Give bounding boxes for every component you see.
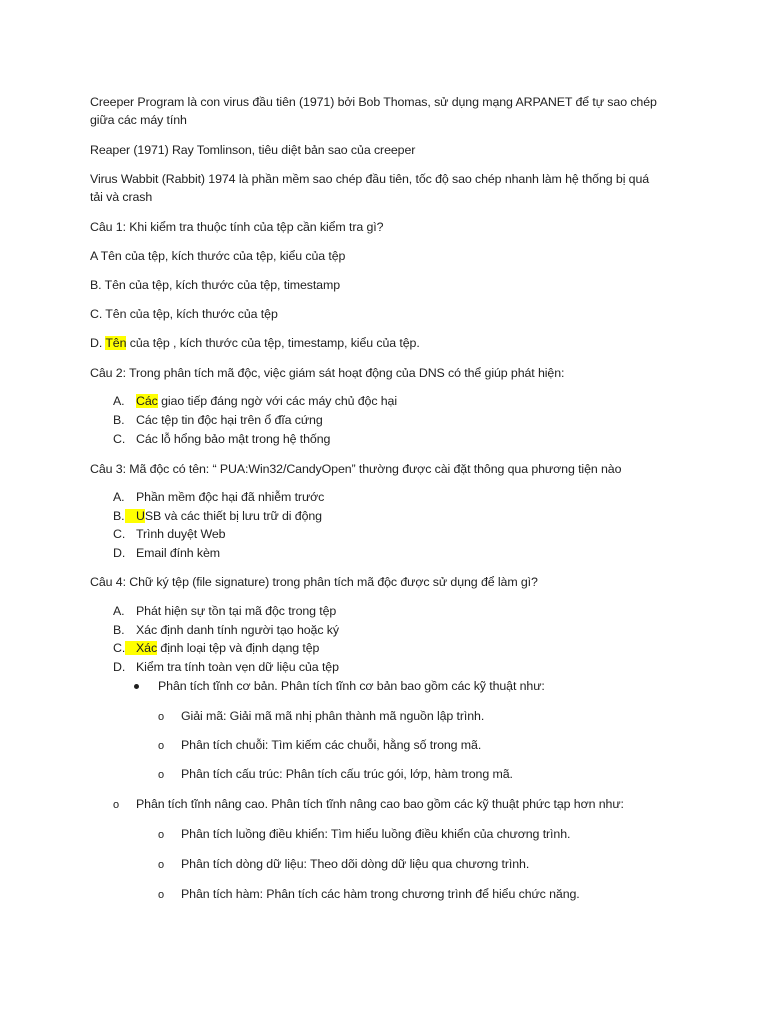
intro-reaper: Reaper (1971) Ray Tomlinson, tiêu diệt bản sao của creeper bbox=[90, 143, 416, 157]
intro-wabbit-line1: Virus Wabbit (Rabbit) 1974 là phần mềm sao chép đầu tiên, tốc độ sao chép nhanh làm hệ thống bị quá bbox=[90, 172, 650, 186]
q3-option-d-marker: D. bbox=[113, 546, 126, 560]
q2-option-a-highlight: Các bbox=[136, 394, 158, 408]
q1-option-d bbox=[90, 336, 420, 351]
analysis-basic-item-2: Phân tích chuỗi: Tìm kiếm các chuỗi, hằng số trong mã. bbox=[181, 738, 482, 752]
q2-option-a-marker: A. bbox=[113, 394, 125, 408]
q3-option-a: Phần mềm độc hại đã nhiễm trước bbox=[136, 490, 325, 504]
q4-option-c-highlight: Xác bbox=[125, 641, 157, 655]
bullet-dot-icon bbox=[134, 684, 139, 689]
q1-option-b: B. Tên của tệp, kích thước của tệp, timestamp bbox=[90, 278, 340, 292]
bullet-circle-icon: o bbox=[158, 859, 165, 871]
intro-creeper-line1: Creeper Program là con virus đầu tiên (1971) bởi Bob Thomas, sử dụng mạng ARPANET để tự sao chép bbox=[90, 95, 657, 109]
q4-option-b: Xác định danh tính người tạo hoặc ký bbox=[136, 623, 339, 637]
q3-option-d: Email đính kèm bbox=[136, 546, 220, 560]
q2-option-a bbox=[136, 394, 397, 409]
q1-option-a: A Tên của tệp, kích thước của tệp, kiểu của tệp bbox=[90, 249, 346, 263]
q3-option-b bbox=[125, 509, 322, 524]
q1-option-d-highlight: Tên bbox=[105, 336, 127, 350]
analysis-basic: Phân tích tĩnh cơ bản. Phân tích tĩnh cơ bản bao gồm các kỹ thuật như: bbox=[158, 679, 545, 693]
q4-option-c-marker: C. bbox=[113, 641, 126, 655]
q1-question: Câu 1: Khi kiểm tra thuộc tính của tệp cần kiểm tra gì? bbox=[90, 220, 384, 234]
q3-option-c: Trình duyệt Web bbox=[136, 527, 226, 541]
q2-option-c: Các lỗ hổng bảo mật trong hệ thống bbox=[136, 432, 331, 446]
q3-question: Câu 3: Mã độc có tên: “ PUA:Win32/CandyOpen” thường được cài đặt thông qua phương tiện nào bbox=[90, 462, 622, 476]
q4-question: Câu 4: Chữ ký tệp (file signature) trong phân tích mã độc được sử dụng để làm gì? bbox=[90, 575, 538, 589]
q1-option-c: C. Tên của tệp, kích thước của tệp bbox=[90, 307, 278, 321]
q3-option-b-marker: B. bbox=[113, 509, 125, 523]
bullet-circle-icon: o bbox=[158, 829, 165, 841]
q3-option-b-text: SB và các thiết bị lưu trữ di động bbox=[144, 509, 322, 523]
q2-question: Câu 2: Trong phân tích mã độc, việc giám sát hoạt động của DNS có thể giúp phát hiện: bbox=[90, 366, 565, 380]
q4-option-a: Phát hiện sự tồn tại mã độc trong tệp bbox=[136, 604, 337, 618]
analysis-basic-item-3: Phân tích cấu trúc: Phân tích cấu trúc gói, lớp, hàm trong mã. bbox=[181, 767, 513, 781]
bullet-circle-icon: o bbox=[158, 769, 165, 781]
bullet-circle-icon: o bbox=[113, 799, 120, 811]
q4-option-d-marker: D. bbox=[113, 660, 126, 674]
analysis-advanced-item-3: Phân tích hàm: Phân tích các hàm trong chương trình để hiểu chức năng. bbox=[181, 887, 580, 901]
intro-wabbit-line2: tải và crash bbox=[90, 190, 153, 204]
q2-option-a-text: giao tiếp đáng ngờ với các máy chủ độc hại bbox=[157, 394, 398, 408]
analysis-basic-item-1: Giải mã: Giải mã mã nhị phân thành mã nguồn lập trình. bbox=[181, 709, 485, 723]
q4-option-c-text: định loại tệp và định dạng tệp bbox=[157, 641, 320, 655]
q1-option-d-prefix: D. bbox=[90, 336, 106, 350]
q4-option-d: Kiểm tra tính toàn vẹn dữ liệu của tệp bbox=[136, 660, 339, 674]
q3-option-b-highlight: U bbox=[125, 509, 145, 523]
bullet-circle-icon: o bbox=[158, 889, 165, 901]
bullet-circle-icon: o bbox=[158, 740, 165, 752]
analysis-advanced-item-2: Phân tích dòng dữ liệu: Theo dõi dòng dữ liệu qua chương trình. bbox=[181, 857, 530, 871]
q4-option-c bbox=[125, 641, 319, 656]
analysis-advanced: Phân tích tĩnh nâng cao. Phân tích tĩnh nâng cao bao gồm các kỹ thuật phức tạp hơn như: bbox=[136, 797, 624, 811]
q1-option-d-rest: của tệp , kích thước của tệp, timestamp, kiểu của tệp. bbox=[126, 336, 420, 350]
q2-option-b: Các tệp tin độc hại trên ổ đĩa cứng bbox=[136, 413, 323, 427]
q4-option-a-marker: A. bbox=[113, 604, 125, 618]
q3-option-c-marker: C. bbox=[113, 527, 126, 541]
q2-option-c-marker: C. bbox=[113, 432, 126, 446]
q2-option-b-marker: B. bbox=[113, 413, 125, 427]
intro-creeper-line2: giữa các máy tính bbox=[90, 113, 187, 127]
analysis-advanced-item-1: Phân tích luồng điều khiển: Tìm hiểu luồng điều khiển của chương trình. bbox=[181, 827, 571, 841]
q4-option-b-marker: B. bbox=[113, 623, 125, 637]
bullet-circle-icon: o bbox=[158, 711, 165, 723]
q3-option-a-marker: A. bbox=[113, 490, 125, 504]
